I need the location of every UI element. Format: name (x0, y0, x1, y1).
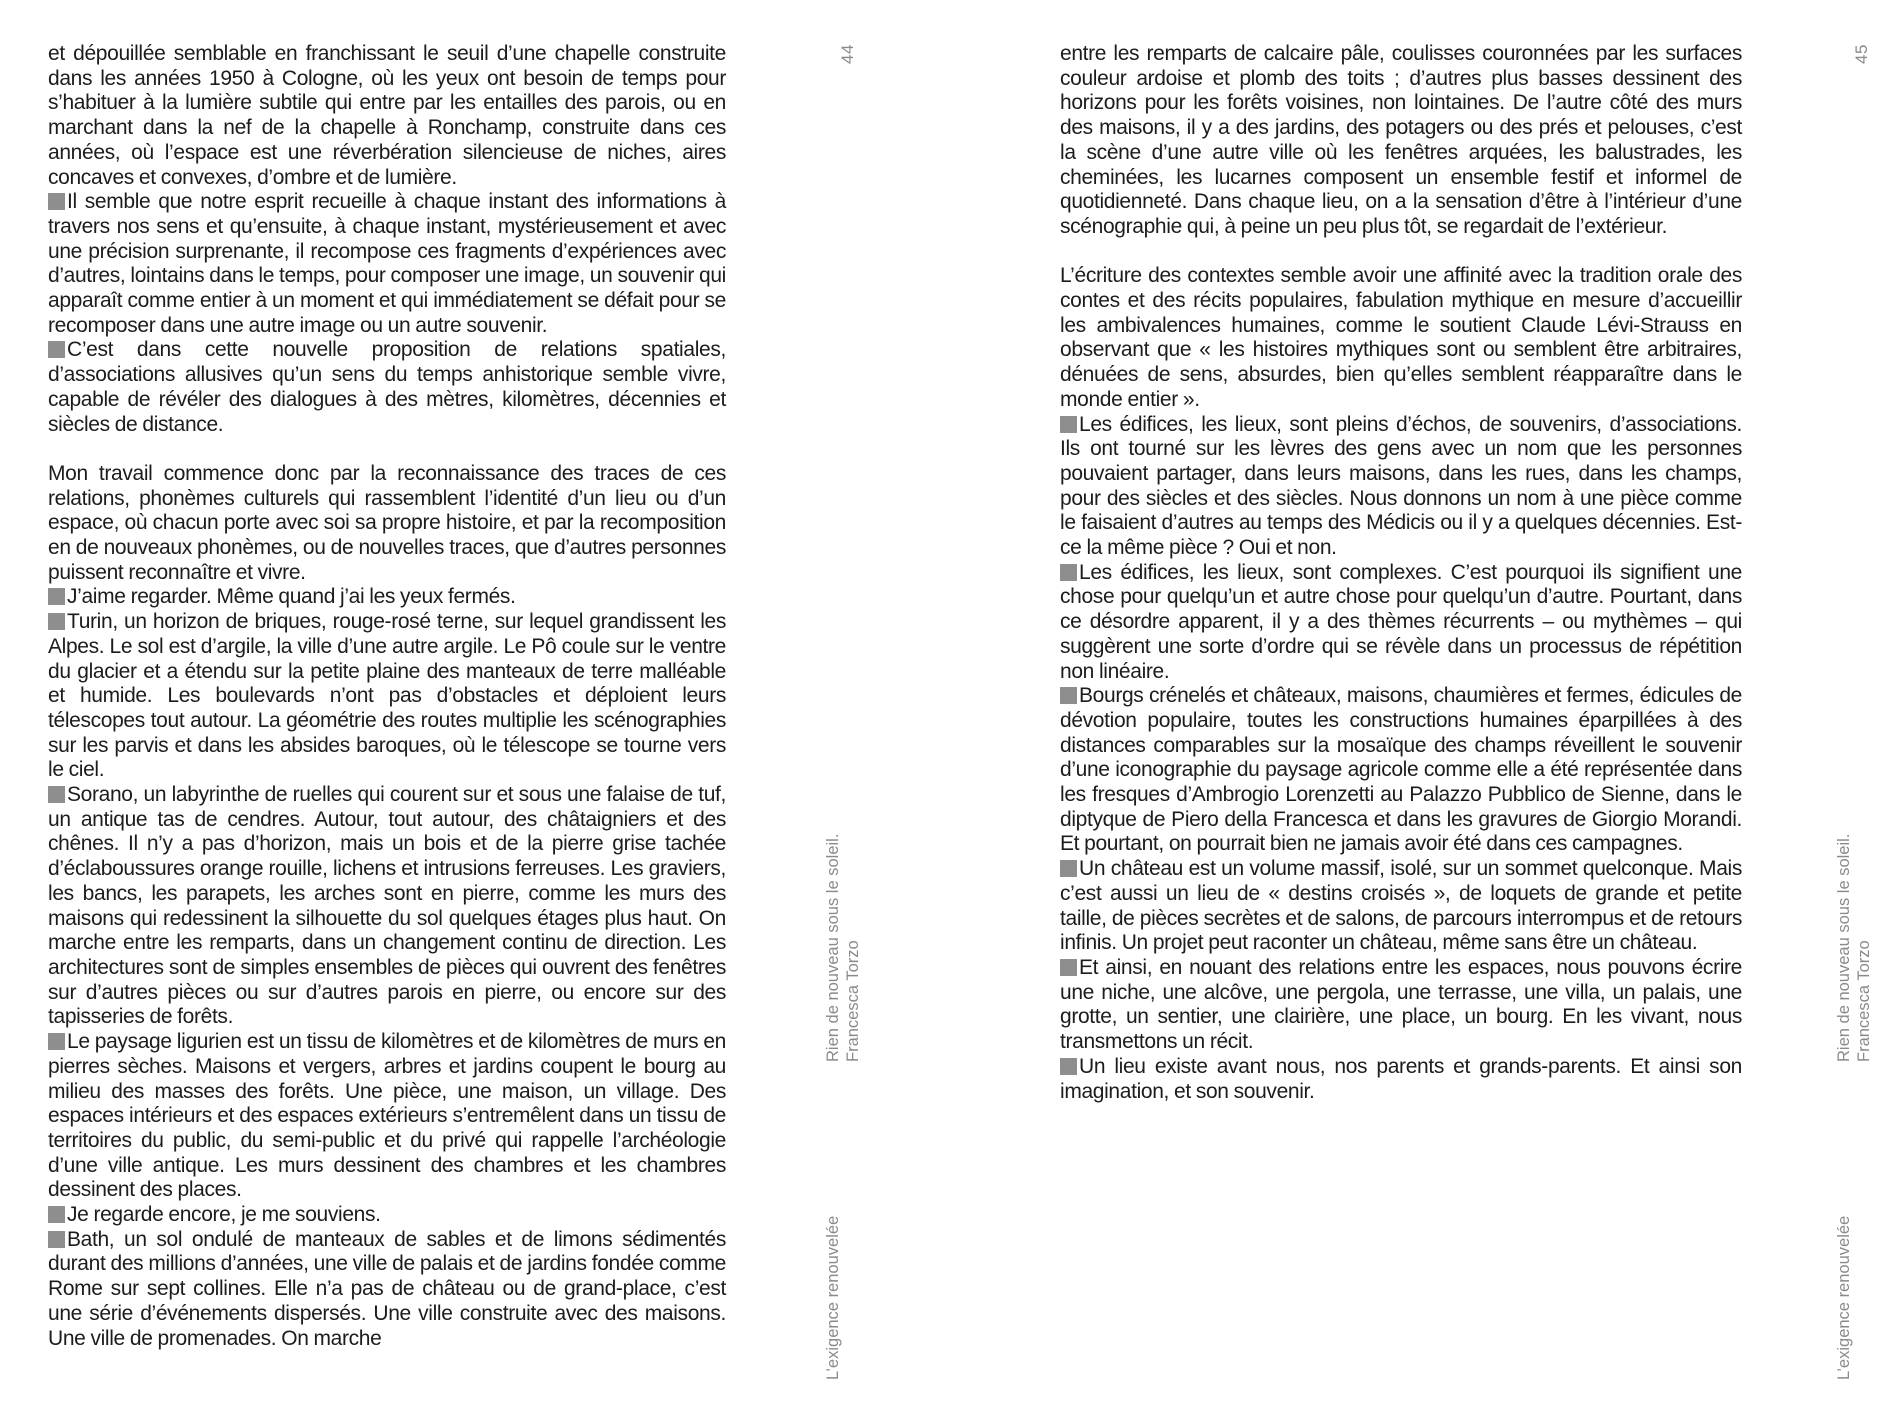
paragraph: Je regarde encore, je me souviens. (48, 1203, 726, 1228)
paragraph-marker-square (1060, 1058, 1077, 1075)
paragraph-marker-square (1060, 564, 1077, 581)
paragraph: Sorano, un labyrinthe de ruelles qui courent sur et sous une falaise de tuf, un antique tas de cendres. Autour, tout autour, des châtaigniers et des chênes. Il n’y a pas d’horizon, mais un bois et de la pierre grise tachée d’éclaboussures orange rouille, lichens et intrusions ferreuses. Les graviers, les bancs, les parapets, les arches sont en pierre, comme les murs des maisons qui redessinent la silhouette du sol quelques étages plus haut. On marche entre les remparts, dans un changement continu de direction. Les architectures sont de simples ensembles de pièces qui ouvrent des fenêtres sur d’autres pièces ou sur d’autres parois en pierre, ou encore sur des tapisseries de forêts. (48, 783, 726, 1029)
running-journal-title-left: L’exigence renouvelée (824, 1215, 842, 1380)
paragraph-marker-square (48, 1033, 65, 1050)
page-number-left: 44 (838, 44, 857, 64)
paragraph-marker-square (48, 1206, 65, 1223)
page-number-right: 45 (1852, 44, 1871, 64)
paragraph: Les édifices, les lieux, sont complexes. C’est pourquoi ils signifient une chose pour quelqu’un et autre chose pour quelqu’un d’autre. Pourtant, dans ce désordre apparent, il y a des thèmes récurrents – ou mythèmes – qui suggèrent une sorte d’ordre qui se révèle dans un processus de répétition non linéaire. (1060, 560, 1742, 683)
paragraph-gap (1060, 240, 1742, 265)
paragraph: Un lieu existe avant nous, nos parents et grands-parents. Et ainsi son imagination, et son souvenir. (1060, 1054, 1742, 1103)
paragraph-marker-square (48, 588, 65, 605)
paragraph: Bath, un sol ondulé de manteaux de sables et de limons sédimentés durant des millions d’années, une ville de palais et de jardins fondée comme Rome sur sept collines. Elle n’a pas de château ou de grand-place, c’est une série d’événements dispersés. Une ville construite avec des maisons. Une ville de promenades. On marche (48, 1227, 726, 1350)
paragraph: et dépouillée semblable en franchissant le seuil d’une chapelle construite dans les années 1950 à Cologne, où les yeux ont besoin de temps pour s’habituer à la lumière subtile qui entre par les entailles des parois, ou en marchant dans la nef de la chapelle à Ronchamp, construite dans ces années, où l’espace est une réverbération silencieuse de niches, aires concaves et convexes, d’ombre et de lumière. (48, 42, 726, 189)
paragraph-marker-square (1060, 416, 1077, 433)
paragraph: C’est dans cette nouvelle proposition de relations spatiales, d’associations allusives qu’un sens du temps anhistorique semble vivre, capable de révéler des dialogues à des mètres, kilomètres, décennies et siècles de distance. (48, 338, 726, 436)
running-title-line: Rien de nouveau sous le soleil. (824, 833, 842, 1062)
paragraph-marker-square (1060, 959, 1077, 976)
left-page-text-column (48, 42, 726, 1351)
paragraph: Les édifices, les lieux, sont pleins d’échos, de souvenirs, d’associations. Ils ont tourné sur les lèvres des gens avec un nom que les personnes pouvaient partager, dans leurs maisons, dans les rues, dans les champs, pour des siècles et des siècles. Nous donnons un nom à une pièce comme le faisaient d’autres au temps des Médicis ou il y a quelques décennies. Est-ce la même pièce ? Oui et non. (1060, 412, 1742, 560)
paragraph: Et ainsi, en nouant des relations entre les espaces, nous pouvons écrire une niche, une alcôve, une pergola, une terrasse, une villa, un palais, une grotte, un sentier, une clairière, une place, un bourg. En les vivant, nous transmettons un récit. (1060, 956, 1742, 1054)
paragraph: Mon travail commence donc par la reconnaissance des traces de ces relations, phonèmes culturels qui rassemblent l’identité d’un lieu ou d’un espace, où chacun porte avec soi sa propre histoire, et par la recomposition en de nouveaux phonèmes, ou de nouvelles traces, que d’autres personnes puissent reconnaître et vivre. (48, 461, 726, 584)
paragraph: Turin, un horizon de briques, rouge-rosé terne, sur lequel grandissent les Alpes. Le sol est d’argile, la ville d’une autre argile. Le Pô coule sur le ventre du glacier et a étendu sur la petite plaine des manteaux de terre malléable et humide. Les boulevards n’ont pas d’obstacles et déploient leurs télescopes tout autour. La géométrie des routes multiplie les scénographies sur les parvis et dans les absides baroques, où le télescope se tourne vers le ciel. (48, 610, 726, 782)
paragraph: L’écriture des contextes semble avoir une affinité avec la tradition orale des contes et des récits populaires, fabulation mythique en mesure d’accueillir les ambivalences humaines, comme le soutient Claude Lévi-Strauss en observant que « les histoires mythiques sont ou semblent être arbitraires, dénuées de sens, absurdes, bien qu’elles semblent réapparaître dans le monde entier ». (1060, 264, 1742, 411)
running-header-title-left (823, 834, 863, 1062)
paragraph-marker-square (48, 341, 65, 358)
paragraph: Bourgs crénelés et châteaux, maisons, chaumières et fermes, édicules de dévotion populaire, toutes les constructions humaines éparpillées à des distances comparables sur la mosaïque des champs réveillent le souvenir d’une iconographie du paysage agricole comme elle a été représentée dans les fresques d’Ambrogio Lorenzetti au Palazzo Pubblico de Sienne, dans le diptyque de Piero della Francesca et dans les gravures de Giorgio Morandi. Et pourtant, on pourrait bien ne jamais avoir été dans ces campagnes. (1060, 684, 1742, 856)
paragraph: Un château est un volume massif, isolé, sur un sommet quelconque. Mais c’est aussi un lieu de « destins croisés », de loquets de grande et petite taille, de pièces secrètes et de salons, de parcours interrompus et de retours infinis. Un projet peut raconter un château, même sans être un château. (1060, 857, 1742, 955)
running-journal-title-right: L’exigence renouvelée (1835, 1215, 1853, 1380)
paragraph-gap (48, 437, 726, 462)
paragraph-marker-square (48, 613, 65, 630)
paragraph-marker-square (48, 193, 65, 210)
paragraph-marker-square (1060, 687, 1077, 704)
running-header-title-right (1834, 834, 1874, 1062)
paragraph: J’aime regarder. Même quand j’ai les yeux fermés. (48, 585, 726, 610)
paragraph: Le paysage ligurien est un tissu de kilomètres et de kilomètres de murs en pierres sèches. Maisons et vergers, arbres et jardins coupent le bourg au milieu des masses des forêts. Une pièce, une maison, un village. Des espaces intérieurs et des espaces extérieurs s’entremêlent dans un tissu de territoires du public, du semi-public et du privé qui rappelle l’archéologie d’une ville antique. Les murs dessinent des chambres et les chambres dessinent des places. (48, 1030, 726, 1202)
paragraph-marker-square (1060, 860, 1077, 877)
running-author-line: Francesca Torzo (1855, 940, 1873, 1062)
running-title-line: Rien de nouveau sous le soleil. (1835, 833, 1853, 1062)
right-page-text-column (1060, 42, 1742, 1104)
paragraph: entre les remparts de calcaire pâle, coulisses couronnées par les surfaces couleur ardoise et plomb des toits ; d’autres plus basses dessinent des horizons pour les forêts voisines, non lointaines. De l’autre côté des murs des maisons, il y a des jardins, des potagers ou des prés et pelouses, c’est la scène d’une autre ville où les fenêtres arquées, les balustrades, les cheminées, les lucarnes composent un ensemble festif et informel de quotidienneté. Dans chaque lieu, on a la sensation d’être à l’intérieur d’une scénographie qui, à peine un peu plus tôt, se regardait de l’extérieur. (1060, 42, 1742, 238)
paragraph-marker-square (48, 1231, 65, 1248)
running-author-line: Francesca Torzo (844, 940, 862, 1062)
paragraph-marker-square (48, 786, 65, 803)
paragraph: Il semble que notre esprit recueille à chaque instant des informations à travers nos sens et qu’ensuite, à chaque instant, mystérieusement et avec une précision surprenante, il recompose ces fragments d’expériences avec d’autres, lointains dans le temps, pour composer une image, un souvenir qui apparaît comme entier à un moment et qui immédiatement se défait pour se recomposer dans une autre image ou un autre souvenir. (48, 190, 726, 337)
